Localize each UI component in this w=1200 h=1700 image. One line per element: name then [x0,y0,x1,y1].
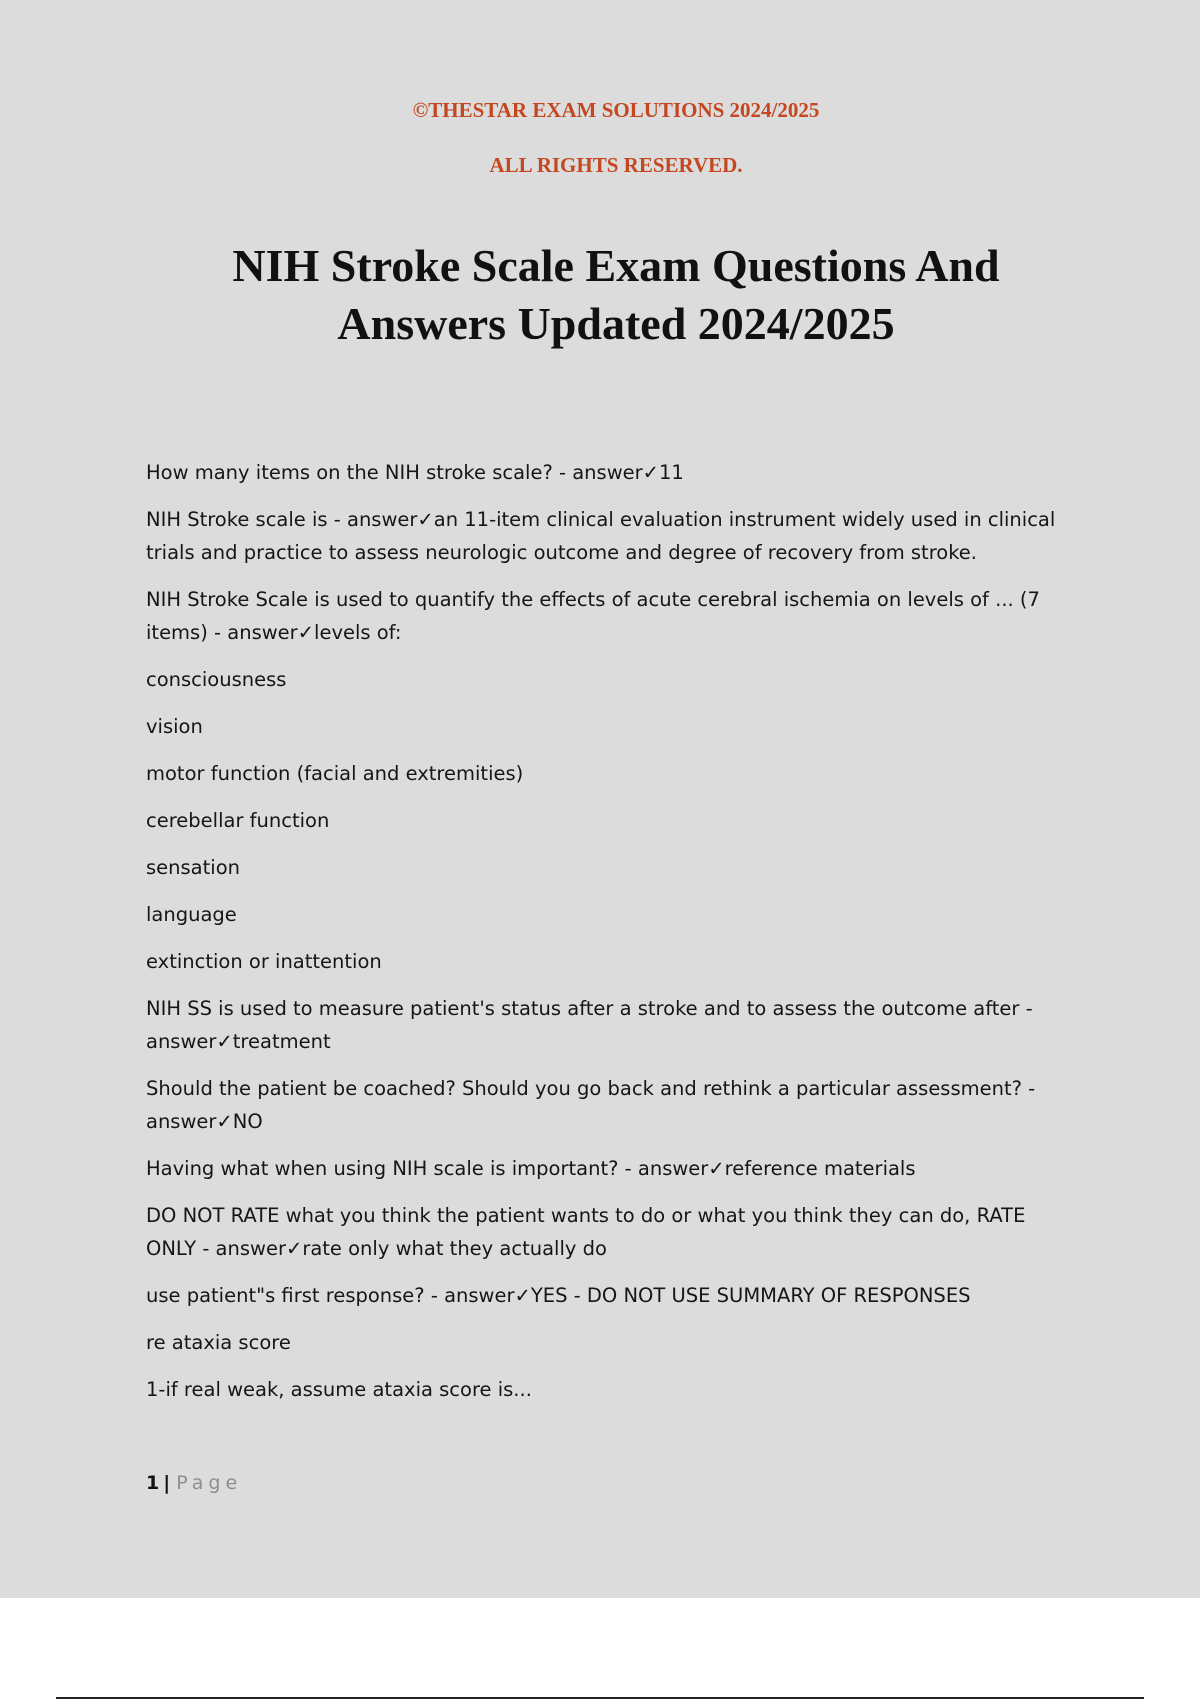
qa-list [146,456,1066,1420]
rights-reserved-line: ALL RIGHTS RESERVED. [489,153,743,177]
qa-item: NIH SS is used to measure patient's status after a stroke and to assess the outcome after - answer✓treatment [146,997,1033,1053]
list-item: language [146,903,237,926]
qa-item: re ataxia score [146,1331,291,1354]
footer-separator: | [163,1472,171,1494]
list-item: cerebellar function [146,809,330,832]
qa-item: use patient"s first response? - answer✓YES - DO NOT USE SUMMARY OF RESPONSES [146,1284,971,1307]
qa-item: 1-if real weak, assume ataxia score is... [146,1378,532,1401]
document-title [140,237,1092,353]
page-footer [146,1472,242,1494]
page-label: Page [176,1472,243,1494]
title-line-2: Answers Updated 2024/2025 [337,298,895,349]
qa-item: NIH Stroke Scale is used to quantify the effects of acute cerebral ischemia on levels of ... (7 items) - answer✓levels of: [146,588,1040,644]
qa-item: Should the patient be coached? Should you go back and rethink a particular assessment? - answer✓NO [146,1077,1036,1133]
list-item: sensation [146,856,240,879]
bottom-divider [56,1697,1144,1699]
list-item: vision [146,715,203,738]
list-item: motor function (facial and extremities) [146,762,524,785]
qa-item: Having what when using NIH scale is important? - answer✓reference materials [146,1157,916,1180]
qa-item: DO NOT RATE what you think the patient wants to do or what you think they can do, RATE ONLY - answer✓rate only what they actually do [146,1204,1026,1260]
list-item: consciousness [146,668,287,691]
list-item: extinction or inattention [146,950,382,973]
qa-item: NIH Stroke scale is - answer✓an 11-item clinical evaluation instrument widely used in clinical trials and practice to assess neurologic outcome and degree of recovery from stroke. [146,508,1056,564]
title-line-1: NIH Stroke Scale Exam Questions And [232,240,1000,291]
copyright-line: ©THESTAR EXAM SOLUTIONS 2024/2025 [412,98,820,122]
qa-item: How many items on the NIH stroke scale? - answer✓11 [146,461,684,484]
page-number: 1 [146,1472,160,1494]
